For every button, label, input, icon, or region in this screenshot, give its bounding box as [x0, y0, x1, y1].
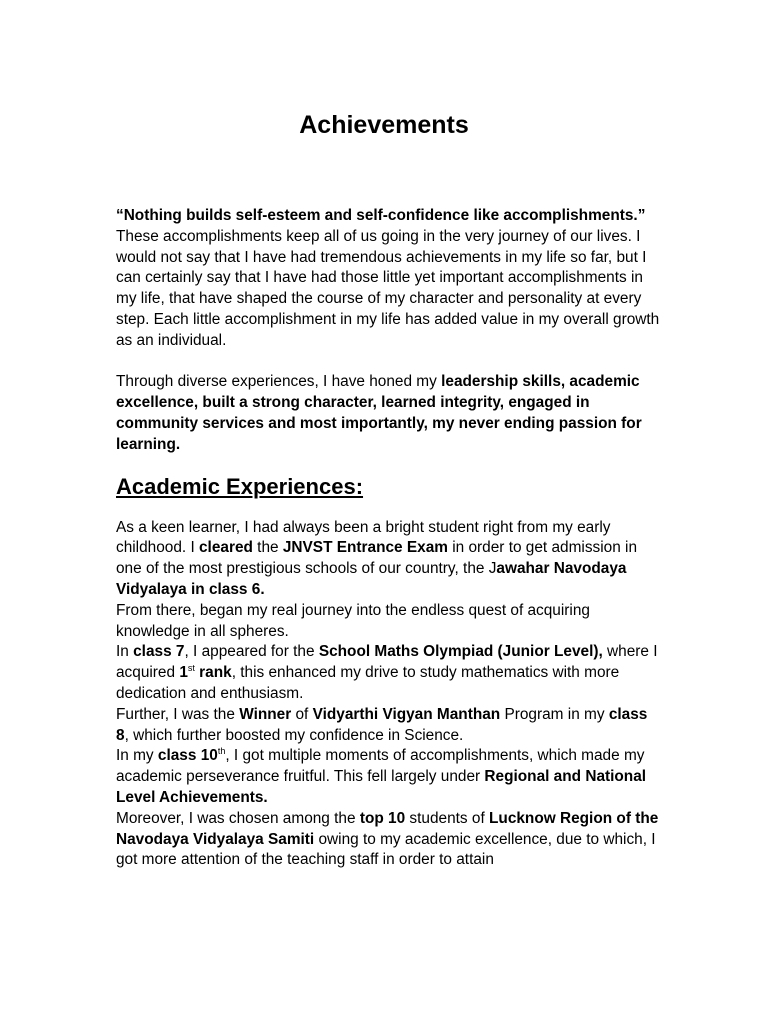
bold-run: top 10 — [359, 809, 406, 827]
paragraph-spacer — [116, 456, 660, 470]
intro-quote: “Nothing builds self-esteem and self-confidence like accomplishments.” — [116, 207, 646, 224]
text-run: In my — [116, 747, 158, 765]
intro-paragraph — [116, 206, 660, 352]
text-run: where I acquired — [116, 643, 658, 682]
academic-paragraph-class7 — [116, 642, 660, 704]
bold-run: rank — [194, 664, 232, 682]
academic-paragraph-region — [116, 809, 660, 871]
text-run: students of — [405, 809, 490, 827]
text-run: Program in my — [500, 705, 609, 723]
text-run: Moreover, I was chosen among the — [116, 809, 360, 827]
academic-paragraph-class10 — [116, 746, 660, 808]
page-title: Achievements — [299, 111, 469, 139]
academic-paragraph-journey: From there, began my real journey into the endless quest of acquiring knowledge in all spheres. — [116, 601, 590, 640]
bold-run: 1 — [179, 664, 188, 682]
bold-run: JNVST Entrance Exam — [282, 539, 448, 557]
bold-run: Vidyarthi Vigyan Manthan — [312, 705, 501, 723]
paragraph-spacer — [116, 352, 660, 373]
section-heading-academic: Academic Experiences: — [116, 473, 364, 499]
text-run: In — [116, 643, 134, 661]
text-run: , I appeared for the — [184, 643, 319, 661]
superscript: st — [187, 663, 195, 674]
text-run: owing to my academic excellence, due to which, I got more attention of the teaching staff in order to attain — [116, 830, 656, 869]
text-run: in order to get admission in one of the most prestigious schools of our country, the J — [116, 539, 638, 578]
bold-run: class 7 — [133, 643, 185, 661]
skills-bold-text: leadership skills, academic excellence, built a strong character, learned integrity, engaged in community services and most importantly, my never ending passion for learning. — [116, 373, 642, 453]
text-run: , which further boosted my confidence in Science. — [124, 726, 464, 744]
bold-run: class 8 — [116, 705, 648, 744]
skills-paragraph — [116, 372, 660, 455]
text-run: , this enhanced my drive to study mathematics with more dedication and enthusiasm. — [116, 664, 620, 702]
text-run: Further, I was the — [116, 705, 240, 723]
text-run: of — [291, 705, 313, 723]
document-body — [116, 206, 660, 871]
paragraph-spacer — [116, 504, 660, 518]
text-run: the — [252, 539, 283, 557]
bold-run: awahar Navodaya Vidyalaya in class 6. — [116, 560, 627, 598]
bold-run: Lucknow Region of the Navodaya Vidyalaya Samiti — [116, 809, 659, 848]
skills-lead-text: Through diverse experiences, I have honed my — [116, 373, 442, 391]
text-run: , I got multiple moments of accomplishments, which made my academic perseverance fruitful. This fell largely under — [116, 747, 645, 786]
intro-text: These accomplishments keep all of us going in the very journey of our lives. I would not say that I have had tremendous achievements in my life so far, but I can certainly say that I have had those little yet important accomplishments in my life, that have shaped the course of my character and personality at every step. Each little accomplishment in my life has added value in my overall growth as an individual. — [116, 227, 660, 349]
academic-paragraph-class8 — [116, 705, 660, 747]
academic-paragraph-entrance — [116, 518, 660, 601]
bold-run: class 10 — [157, 747, 218, 765]
bold-run: cleared — [199, 539, 253, 557]
bold-run: School Maths Olympiad (Junior Level), — [318, 643, 603, 661]
superscript: th — [217, 746, 226, 757]
text-run: As a keen learner, I had always been a bright student right from my early childhood. I — [116, 518, 611, 557]
bold-run: Regional and National Level Achievements. — [116, 768, 647, 806]
bold-run: Winner — [239, 705, 292, 723]
